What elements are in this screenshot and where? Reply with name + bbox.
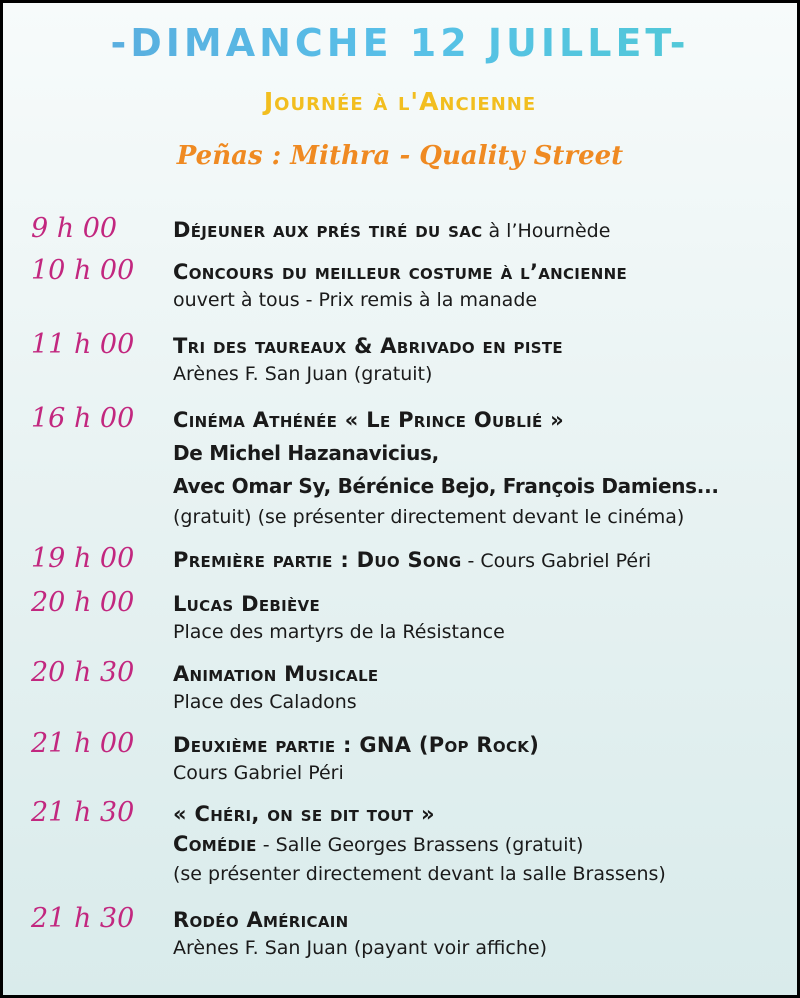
event-title: Deuxième partie : GNA (Pop Rock) xyxy=(173,733,540,757)
event-detail: Place des Caladons xyxy=(173,691,357,713)
event-time: 21 h 00 xyxy=(31,728,135,759)
event-time: 19 h 00 xyxy=(31,543,135,574)
event-detail: ouvert à tous - Prix remis à la manade xyxy=(173,289,538,311)
event-cast: Avec Omar Sy, Bérénice Bejo, François Damiens... xyxy=(173,474,719,498)
event-detail: (gratuit) (se présenter directement devant le cinéma) xyxy=(173,506,685,528)
event-time: 16 h 00 xyxy=(31,403,135,434)
event-location: à l’Hournède xyxy=(482,220,611,242)
event-time: 21 h 30 xyxy=(31,903,135,934)
event-title: Cinéma Athénée « Le Prince Oublié » xyxy=(173,408,564,432)
event-detail: Cours Gabriel Péri xyxy=(173,762,344,784)
event-location: - Cours Gabriel Péri xyxy=(461,550,652,572)
penas-line: Peñas : Mithra - Quality Street xyxy=(176,141,624,171)
event-line-1 xyxy=(173,216,798,244)
event-time: 9 h 00 xyxy=(31,213,118,244)
event-title: Tri des taureaux & Abrivado en piste xyxy=(173,334,563,358)
event-title: Animation Musicale xyxy=(173,662,379,686)
event-time: 10 h 00 xyxy=(31,255,135,286)
event-detail: (se présenter directement devant la salle Brassens) xyxy=(173,863,666,885)
event-detail: Place des martyrs de la Résistance xyxy=(173,621,505,643)
event-title: « Chéri, on se dit tout » xyxy=(173,802,435,826)
event-subtitle: Comédie xyxy=(173,832,257,856)
page-title: -DIMANCHE 12 JUILLET- xyxy=(3,21,797,65)
event-time: 21 h 30 xyxy=(31,797,135,828)
event-schedule xyxy=(3,3,800,998)
event-title: Déjeuner aux prés tiré du sac xyxy=(173,218,483,242)
event-detail: Arènes F. San Juan (gratuit) xyxy=(173,363,433,385)
page-subtitle: Journée à l'Ancienne xyxy=(263,87,537,116)
event-title: Concours du meilleur costume à l’ancienne xyxy=(173,260,627,284)
event-detail: Arènes F. San Juan (payant voir affiche) xyxy=(173,937,547,959)
event-director: De Michel Hazanavicius, xyxy=(173,441,439,465)
event-time: 11 h 00 xyxy=(31,329,135,360)
event-title: Rodéo Américain xyxy=(173,908,349,932)
event-title: Première partie : Duo Song xyxy=(173,548,462,572)
event-location: - Salle Georges Brassens (gratuit) xyxy=(256,834,584,856)
event-time: 20 h 30 xyxy=(31,657,135,688)
event-time: 20 h 00 xyxy=(31,587,135,618)
event-title: Lucas Debiève xyxy=(173,592,320,616)
